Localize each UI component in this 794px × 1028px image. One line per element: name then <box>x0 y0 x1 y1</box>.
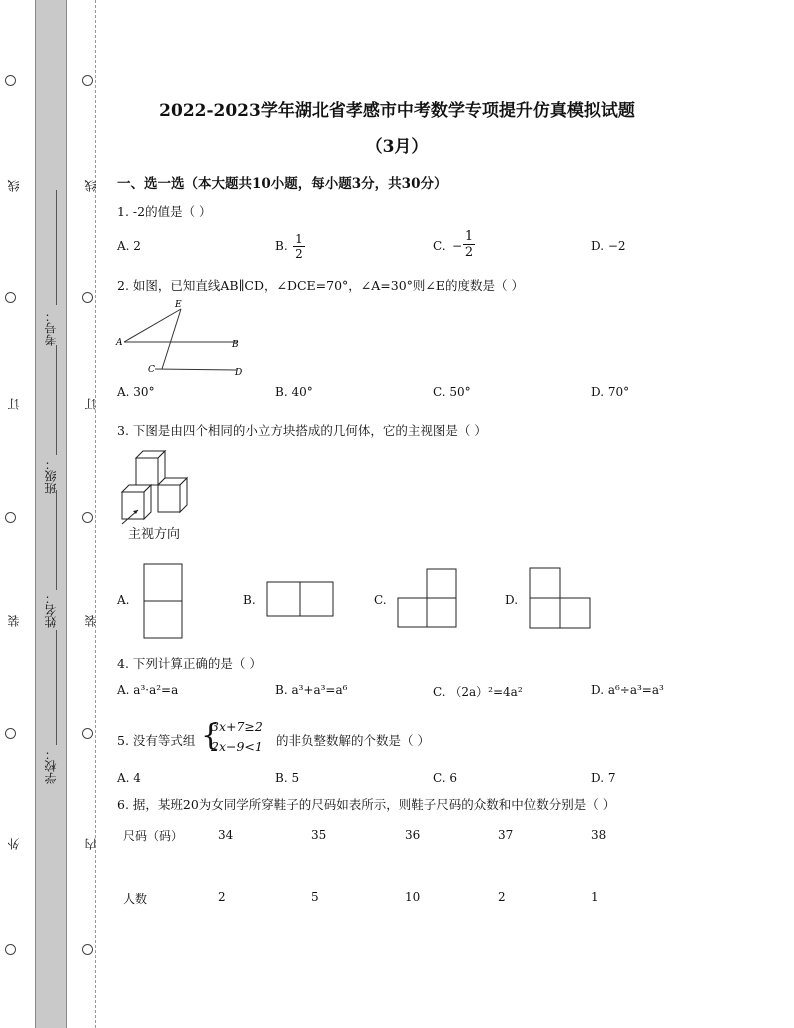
q3-option-d-figure <box>529 567 593 630</box>
margin-mark: 线 <box>84 180 98 192</box>
table-cell: 5 <box>311 890 319 904</box>
q1-option-d[interactable]: D. −2 <box>591 239 626 253</box>
q1-option-a[interactable]: A. 2 <box>117 239 141 253</box>
q5-option-b[interactable]: B. 5 <box>275 771 300 785</box>
binding-hole <box>5 512 16 523</box>
label-a: A <box>116 338 123 348</box>
name-label: 姓名： <box>44 592 58 628</box>
q3-option-b[interactable]: B. <box>243 593 256 607</box>
school-line[interactable] <box>56 630 57 745</box>
binding-hole <box>82 512 93 523</box>
inequality-1: 3x+7≥2 <box>211 719 263 734</box>
binding-hole <box>82 75 93 86</box>
binding-hole <box>5 75 16 86</box>
table-cell: 36 <box>405 828 421 842</box>
table-cell: 1 <box>591 890 599 904</box>
question-5-stem-prefix: 5. 没有等式组 <box>117 733 196 748</box>
q4-option-d[interactable]: D. a⁶÷a³=a³ <box>591 683 664 697</box>
table-cell: 37 <box>498 828 514 842</box>
q5-option-c[interactable]: C. 6 <box>433 771 458 785</box>
fraction-denominator: 2 <box>293 246 305 261</box>
label-d: D <box>235 368 243 378</box>
binding-hole <box>82 728 93 739</box>
name-line[interactable] <box>56 490 57 590</box>
q5-inequality-system <box>211 717 263 757</box>
q1-fraction-b <box>293 232 305 261</box>
q4-option-c[interactable]: C. （2a）²=4a² <box>433 685 523 699</box>
margin-mark: 内 <box>84 838 98 850</box>
line-cd <box>155 369 237 370</box>
margin-mark: 外 <box>7 838 21 850</box>
q1-fraction-c <box>463 229 475 260</box>
class-label: 班级： <box>44 458 58 494</box>
q2-parallel-lines-figure <box>115 296 250 378</box>
q3-option-a-figure <box>143 563 185 640</box>
binding-hole <box>5 944 16 955</box>
school-label: 学校： <box>44 748 58 784</box>
label-b: B <box>232 340 239 350</box>
table-header-count: 人数 <box>123 892 148 906</box>
q4-option-a[interactable]: A. a³·a²=a <box>117 683 179 697</box>
q4-option-b[interactable]: B. a³+a³=a⁶ <box>275 683 348 697</box>
q3-option-c-figure <box>397 568 459 630</box>
class-line[interactable] <box>56 345 57 455</box>
q2-option-a[interactable]: A. 30° <box>117 385 155 399</box>
binding-hole <box>5 728 16 739</box>
table-cell: 34 <box>218 828 234 842</box>
label-c: C <box>148 365 155 375</box>
question-2-stem: 2. 如图，已知直线AB∥CD，∠DCE=70°，∠A=30°则∠E的度数是（ ） <box>117 278 524 293</box>
exam-number-line[interactable] <box>56 190 57 305</box>
q2-option-b[interactable]: B. 40° <box>275 385 313 399</box>
table-header-size: 尺码（码） <box>123 829 184 843</box>
q1-minus-sign: − <box>452 239 463 253</box>
margin-mark: 线 <box>7 180 21 192</box>
question-5-stem-suffix: 的非负整数解的个数是（ ） <box>276 733 430 748</box>
q1-option-c[interactable]: C. <box>433 239 446 253</box>
table-cell: 2 <box>498 890 506 904</box>
fraction-denominator: 2 <box>464 245 474 260</box>
question-1-stem: 1. -2的值是（ ） <box>117 204 212 219</box>
q3-option-d[interactable]: D. <box>505 593 519 607</box>
fraction-numerator: 1 <box>464 229 474 244</box>
section-heading: 一、选一选（本大题共10小题，每小题3分，共30分） <box>117 176 448 192</box>
binding-hole <box>82 944 93 955</box>
page-title: 2022-2023学年湖北省孝感市中考数学专项提升仿真模拟试题 <box>159 101 635 121</box>
brace-symbol: { <box>201 718 221 753</box>
q3-view-caption: 主视方向 <box>128 527 181 542</box>
table-cell: 35 <box>311 828 327 842</box>
q3-option-b-figure <box>266 581 336 619</box>
fraction-numerator: 1 <box>295 232 303 246</box>
exam-number-label: 考号： <box>44 310 58 346</box>
margin-mark: 订 <box>84 398 98 410</box>
margin-mark: 订 <box>7 398 21 410</box>
page-subtitle: （3月） <box>365 137 429 157</box>
margin-mark: 装 <box>7 615 21 627</box>
margin-mark: 装 <box>84 615 98 627</box>
table-cell: 38 <box>591 828 607 842</box>
q2-option-c[interactable]: C. 50° <box>433 385 471 399</box>
q3-option-c[interactable]: C. <box>374 593 387 607</box>
q3-option-a[interactable]: A. <box>117 593 130 607</box>
table-cell: 10 <box>405 890 421 904</box>
binding-hole <box>5 292 16 303</box>
table-cell: 2 <box>218 890 226 904</box>
q5-option-d[interactable]: D. 7 <box>591 771 616 785</box>
q1-option-b[interactable]: B. <box>275 239 288 253</box>
binding-hole <box>82 292 93 303</box>
label-e: E <box>175 300 182 310</box>
question-3-stem: 3. 下图是由四个相同的小立方块搭成的几何体，它的主视图是（ ） <box>117 423 487 438</box>
question-6-stem: 6. 据，某班20为女同学所穿鞋子的尺码如表所示，则鞋子尺码的众数和中位数分别是（ ） <box>117 797 616 812</box>
q3-cube-figure <box>118 446 204 526</box>
question-4-stem: 4. 下列计算正确的是（ ） <box>117 656 262 671</box>
q5-option-a[interactable]: A. 4 <box>117 771 141 785</box>
q2-option-d[interactable]: D. 70° <box>591 385 630 399</box>
inequality-2: 2x−9<1 <box>211 739 263 754</box>
